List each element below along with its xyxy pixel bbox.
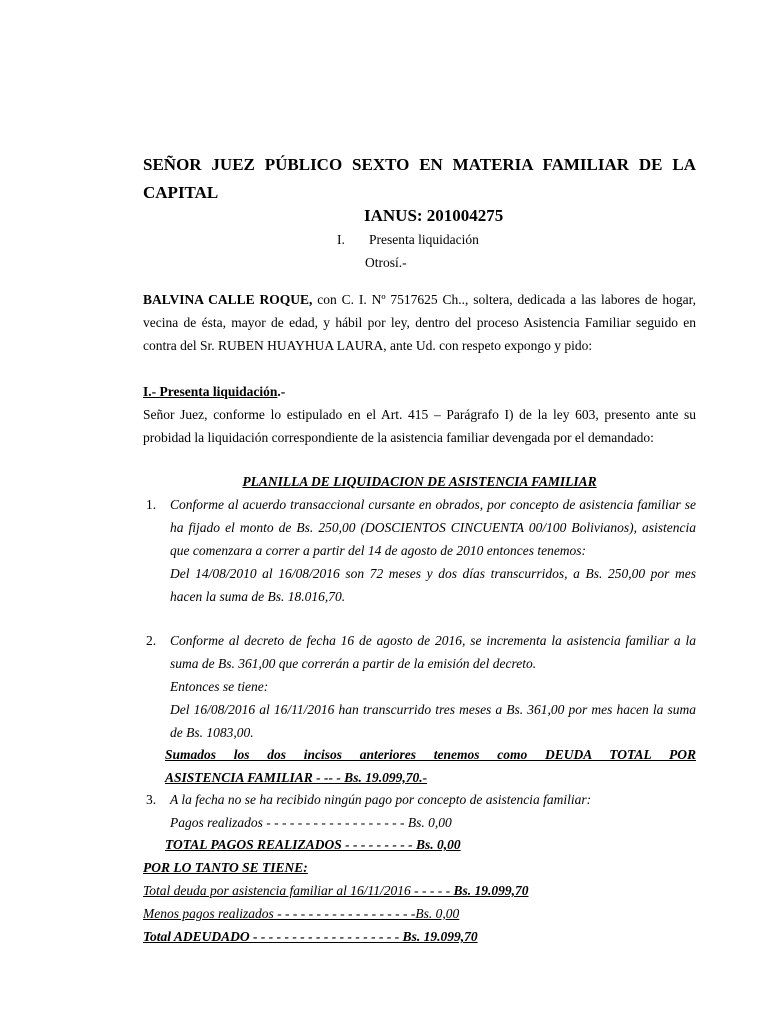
total-deuda-label: Total deuda por asistencia familiar al 16/11/2016 - - - - - [143,883,454,898]
conclusion-heading: POR LO TANTO SE TIENE: [143,860,308,875]
menos-pagos-line: Menos pagos realizados - - - - - - - - - - - - - - - - - -Bs. 0,00 [143,906,460,921]
petitioner-name: BALVINA CALLE ROQUE, [143,292,313,307]
list-item-2 [143,629,696,744]
list-item-2-calc: Del 16/08/2016 al 16/11/2016 han transcurrido tres meses a Bs. 361,00 por mes hacen la suma de Bs. 1083,00. [170,702,696,740]
sumilla-presenta-liquidacion: Presenta liquidación [369,232,479,247]
sum-line-2: ASISTENCIA FAMILIAR - -- - Bs. 19.099,70.- [165,770,428,785]
section-heading-suffix: .- [277,384,286,399]
court-addressee-title: SEÑOR JUEZ PÚBLICO SEXTO EN MATERIA FAMILIAR DE LA CAPITAL [143,155,696,202]
list-item-3-text: A la fecha no se ha recibido ningún pago por concepto de asistencia familiar: [170,792,592,807]
pagos-realizados-line: Pagos realizados - - - - - - - - - - - - - - - - - - Bs. 0,00 [170,815,452,830]
total-deuda-line [143,879,529,902]
list-item-3-number: 3. [146,792,157,807]
intro-text: con C. I. Nº 7517625 Ch.., soltera, dedicada a las labores de hogar, vecina de ésta, mayor de edad, y hábil por ley, dentro del proceso Asistencia Familiar seguido en contra del Sr. RUBEN HUAYHUA LAURA, ante Ud. con respeto expongo y pido: [143,292,696,353]
section-heading [143,380,696,403]
sumilla-number: I. [337,232,345,247]
list-item-3 [143,788,696,811]
list-item-2-then: Entonces se tiene: [170,679,269,694]
list-item-1-calc: Del 14/08/2010 al 16/08/2016 son 72 meses y dos días transcurridos, a Bs. 250,00 por mes hacen la suma de Bs. 18.016,70. [170,566,696,604]
section-heading-text: I.- Presenta liquidación [143,384,278,399]
sumilla-otrosi: Otrosí.- [365,255,407,270]
total-pagos-line: TOTAL PAGOS REALIZADOS - - - - - - - - - Bs. 0,00 [165,837,461,852]
list-item-1 [143,493,696,608]
list-item-1-number: 1. [146,497,157,512]
total-deuda-value: Bs. 19.099,70 [453,883,529,898]
intro-paragraph [143,288,696,357]
total-adeudado-line: Total ADEUDADO - - - - - - - - - - - - - - - - - - - Bs. 19.099,70 [143,929,478,944]
planilla-title: PLANILLA DE LIQUIDACION DE ASISTENCIA FAMILIAR [242,474,597,489]
list-item-1-text: Conforme al acuerdo transaccional cursante en obrados, por concepto de asistencia familiar se ha fijado el monto de Bs. 250,00 (DOSCIENTOS CINCUENTA 00/100 Bolivianos), asistencia que comenzara a correr a partir del 14 de agosto de 2010 entonces tenemos: [170,497,696,558]
ianus-case-number: IANUS: 201004275 [364,206,504,225]
list-item-2-text: Conforme al decreto de fecha 16 de agosto de 2016, se incrementa la asistencia familiar a la suma de Bs. 361,00 que correrán a partir de la emisión del decreto. [170,633,696,671]
list-item-2-number: 2. [146,633,157,648]
sum-line-1: Sumados los dos incisos anteriores tenemos como DEUDA TOTAL POR [165,747,696,762]
section-paragraph: Señor Juez, conforme lo estipulado en el Art. 415 – Parágrafo I) de la ley 603, presento ante su probidad la liquidación correspondiente de la asistencia familiar devengada por el demandado: [143,407,696,445]
